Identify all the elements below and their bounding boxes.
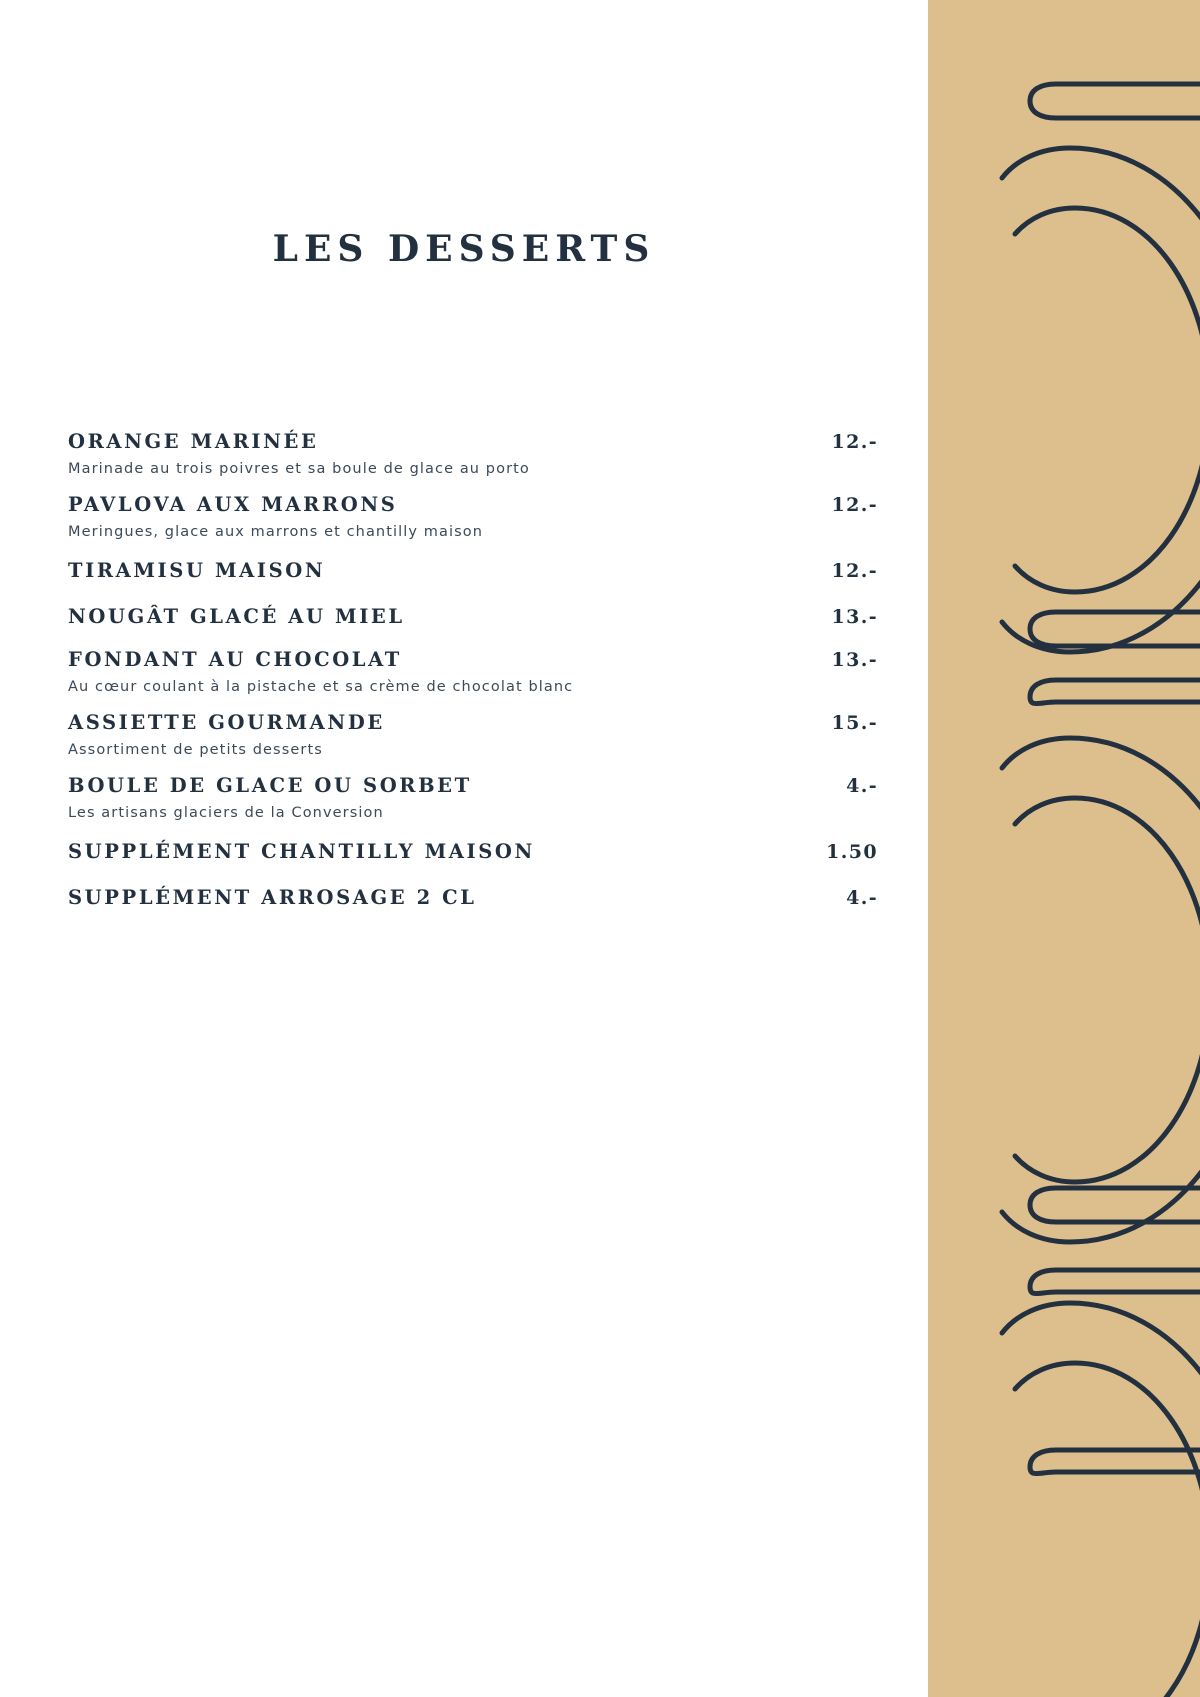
menu-item-name: SUPPLÉMENT ARROSAGE 2 CL <box>68 886 477 909</box>
menu-item-price: 15.- <box>831 712 878 734</box>
menu-item-price: 4.- <box>846 775 878 797</box>
menu-item-price: 12.- <box>831 494 878 516</box>
decorative-side-band <box>928 0 1200 1697</box>
menu-item-name: ORANGE MARINÉE <box>68 430 319 453</box>
menu-item <box>68 764 878 821</box>
menu-item-price: 4.- <box>846 887 878 909</box>
menu-item <box>68 827 878 867</box>
menu-item <box>68 592 878 632</box>
page-title: LES DESSERTS <box>272 228 656 270</box>
menu-item-row <box>68 827 878 867</box>
menu-item-name: NOUGÂT GLACÉ AU MIEL <box>68 605 405 628</box>
menu-item-price: 13.- <box>831 649 878 671</box>
menu-item-name: FONDANT AU CHOCOLAT <box>68 648 402 671</box>
menu-item-row <box>68 764 878 799</box>
menu-item-description: Les artisans glaciers de la Conversion <box>68 805 384 821</box>
menu-item-name: PAVLOVA AUX MARRONS <box>68 493 398 516</box>
plate-and-cutlery-illustration <box>928 0 1200 1697</box>
menu-item-row <box>68 638 878 673</box>
menu-item-name: BOULE DE GLACE OU SORBET <box>68 774 472 797</box>
menu-item-name: TIRAMISU MAISON <box>68 559 326 582</box>
menu-item <box>68 701 878 758</box>
menu-item <box>68 420 878 477</box>
menu-item-description: Meringues, glace aux marrons et chantilly maison <box>68 524 484 540</box>
menu-item-description: Assortiment de petits desserts <box>68 742 323 758</box>
menu-item-list <box>68 420 878 919</box>
menu-item-row <box>68 420 878 455</box>
menu-item-description: Marinade au trois poivres et sa boule de glace au porto <box>68 461 530 477</box>
menu-item-price: 13.- <box>831 606 878 628</box>
menu-item-row <box>68 546 878 586</box>
menu-item <box>68 638 878 695</box>
menu-item <box>68 873 878 913</box>
menu-item-price: 12.- <box>831 431 878 453</box>
menu-item-row <box>68 873 878 913</box>
menu-item <box>68 483 878 540</box>
menu-item-price: 1.50 <box>826 841 878 863</box>
menu-item <box>68 546 878 586</box>
menu-item-row <box>68 592 878 632</box>
menu-item-description: Au cœur coulant à la pistache et sa crème de chocolat blanc <box>68 679 574 695</box>
menu-item-row <box>68 483 878 518</box>
menu-item-name: ASSIETTE GOURMANDE <box>68 711 385 734</box>
menu-item-row <box>68 701 878 736</box>
menu-item-price: 12.- <box>831 560 878 582</box>
menu-item-name: SUPPLÉMENT CHANTILLY MAISON <box>68 840 535 863</box>
